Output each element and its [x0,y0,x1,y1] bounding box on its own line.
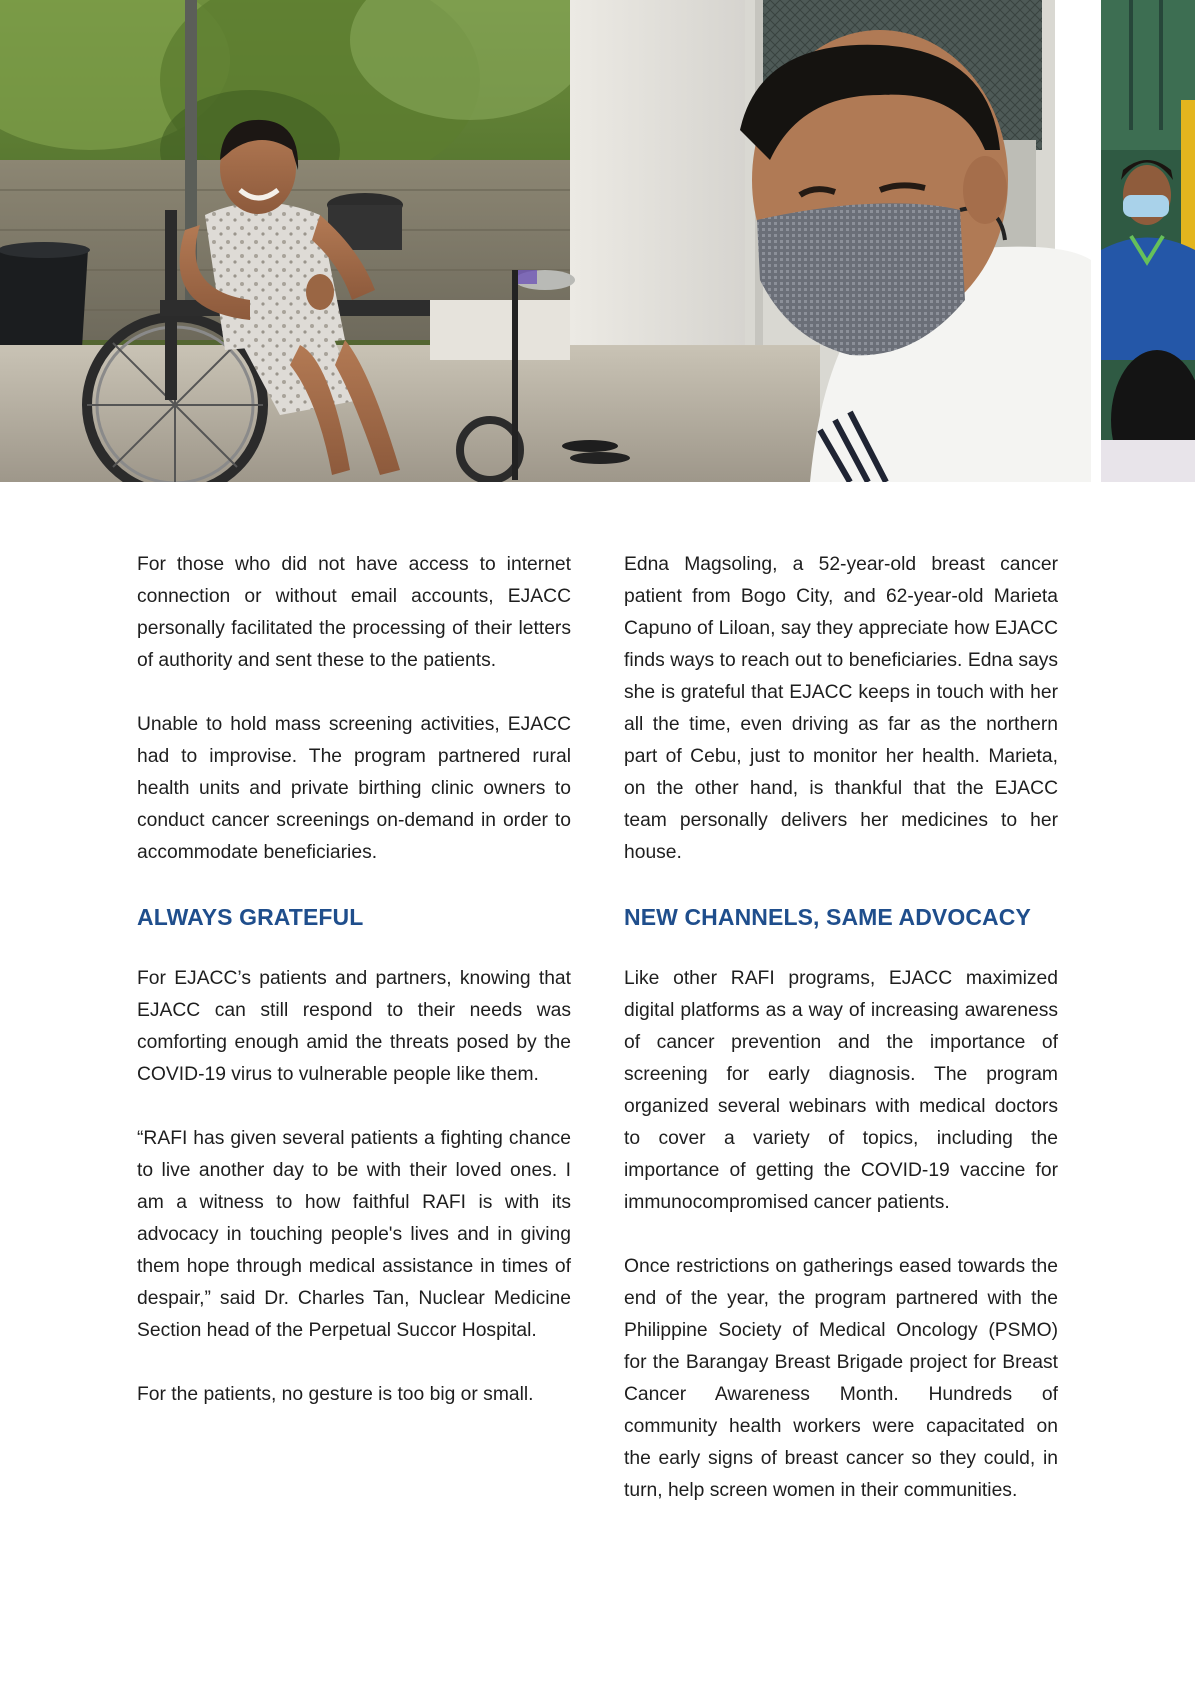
paragraph-internet-access: For those who did not have access to internet connection or without email accounts, EJACC personally facilitated the processing of their letters of authority and sent these to the patients. [137,554,571,671]
paragraph-digital-platforms: Like other RAFI programs, EJACC maximized digital platforms as a way of increasing awareness of cancer prevention and the importance of screening for early diagnosis. The program organized several webinars with medical doctors to cover a variety of topics, including the importance of getting the COVID-19 vaccine for immunocompromised cancer patients. [624,968,1058,1213]
paragraph-edna-marieta: Edna Magsoling, a 52-year-old breast cancer patient from Bogo City, and 62-year-old Marieta Capuno of Liloan, say they appreciate how EJACC finds ways to reach out to beneficiaries. Edna says she is grateful that EJACC keeps in touch with her all the time, even driving as far as the northern part of Cebu, just to monitor her health. Marieta, on the other hand, is thankful that the EJACC team personally delivers her medicines to her house. [624,554,1058,863]
section-heading-always-grateful: ALWAYS GRATEFUL [137,904,364,930]
paragraph-no-gesture: For the patients, no gesture is too big or small. [137,1384,534,1405]
paragraph-breast-brigade: Once restrictions on gatherings eased towards the end of the year, the program partnered with the Philippine Society of Medical Oncology (PSMO) for the Barangay Breast Brigade project for Breast Cancer Awareness Month. Hundreds of community health workers were capacitated on the early signs of breast cancer so they could, in turn, help screen women in their communities. [624,1256,1058,1501]
photo-illustration [0,0,1091,482]
photo-masked-health-worker [1101,0,1195,482]
paragraph-quote-dr-tan: “RAFI has given several patients a fighting chance to live another day to be with their loved ones. I am a witness to how faithful RAFI is with its advocacy in touching people's lives and in giving them hope through medical assistance in times of despair,” said Dr. Charles Tan, Nuclear Medicine Section head of the Perpetual Succor Hospital. [137,1128,571,1341]
left-column [137,549,571,1443]
section-heading-new-channels: NEW CHANNELS, SAME ADVOCACY [624,904,1031,930]
right-column [624,549,1058,1539]
paragraph-improvise-screening: Unable to hold mass screening activities, EJACC had to improvise. The program partnered rural health units and private birthing clinic owners to conduct cancer screenings on-demand in order to accommodate beneficiaries. [137,714,571,863]
photo-illustration [1101,0,1195,482]
paragraph-patients-partners: For EJACC’s patients and partners, knowing that EJACC can still respond to their needs was comforting enough amid the threats posed by the COVID-19 virus to vulnerable people like them. [137,968,571,1085]
photo-patient-wheelchair-and-masked-man [0,0,1091,482]
photo-strip [0,0,1195,482]
